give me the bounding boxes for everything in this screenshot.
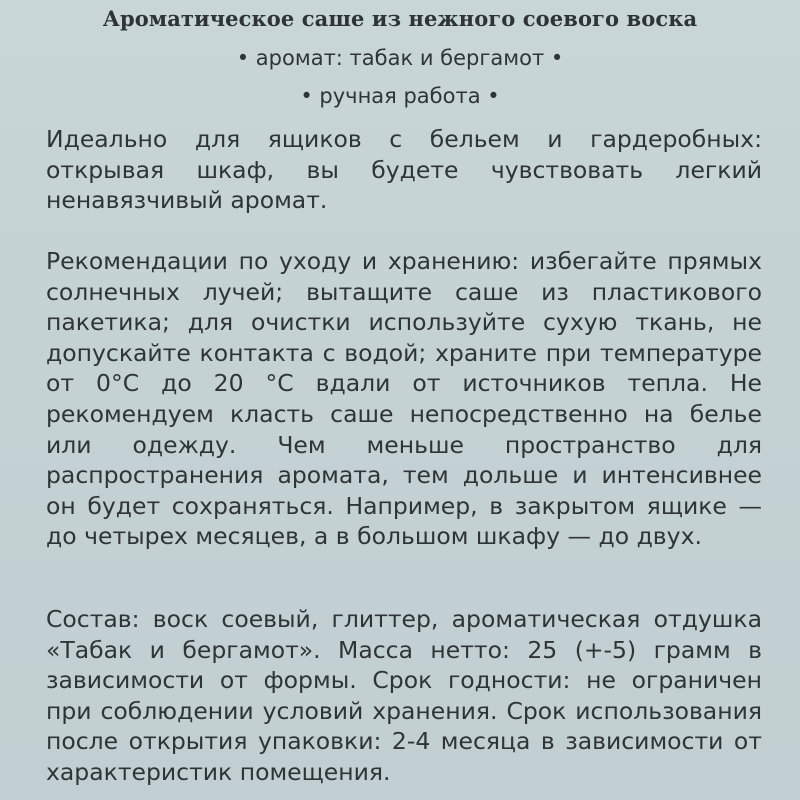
care-paragraph: Рекомендации по уходу и хранению: избегайте прямых солнечных лучей; вытащите саше из пластикового пакетика; для очистки используйте сухую ткань, не допускайте контакта с водой; храните при температуре от 0°С до 20 °С вдали от источников тепла. Не рекомендуем класть саше непосредственно на белье или одежду. Чем меньше пространство для распространения аромата, тем дольше и интенсивнее он будет сохраняться. Например, в закрытом ящике — до четырех месяцев, а в большом шкафу — до двух. <box>46 247 762 551</box>
handmade-line: • ручная работа • <box>300 84 500 108</box>
composition-paragraph: Состав: воск соевый, глиттер, ароматическая отдушка «Табак и бергамот». Масса нетто: 25 (+-5) грамм в зависимости от формы. Срок годности: не ограничен при соблюдении условий хранения. Срок использования после открытия упаковки: 2-4 месяца в зависимости от характеристик помещения. <box>46 605 762 786</box>
aroma-line: • аромат: табак и бергамот • <box>236 46 564 70</box>
product-title: Ароматическое саше из нежного соевого воска <box>102 6 698 31</box>
intro-paragraph: Идеально для ящиков с бельем и гардеробных: открывая шкаф, вы будете чувствовать легкий ненавязчивый аромат. <box>46 125 762 215</box>
